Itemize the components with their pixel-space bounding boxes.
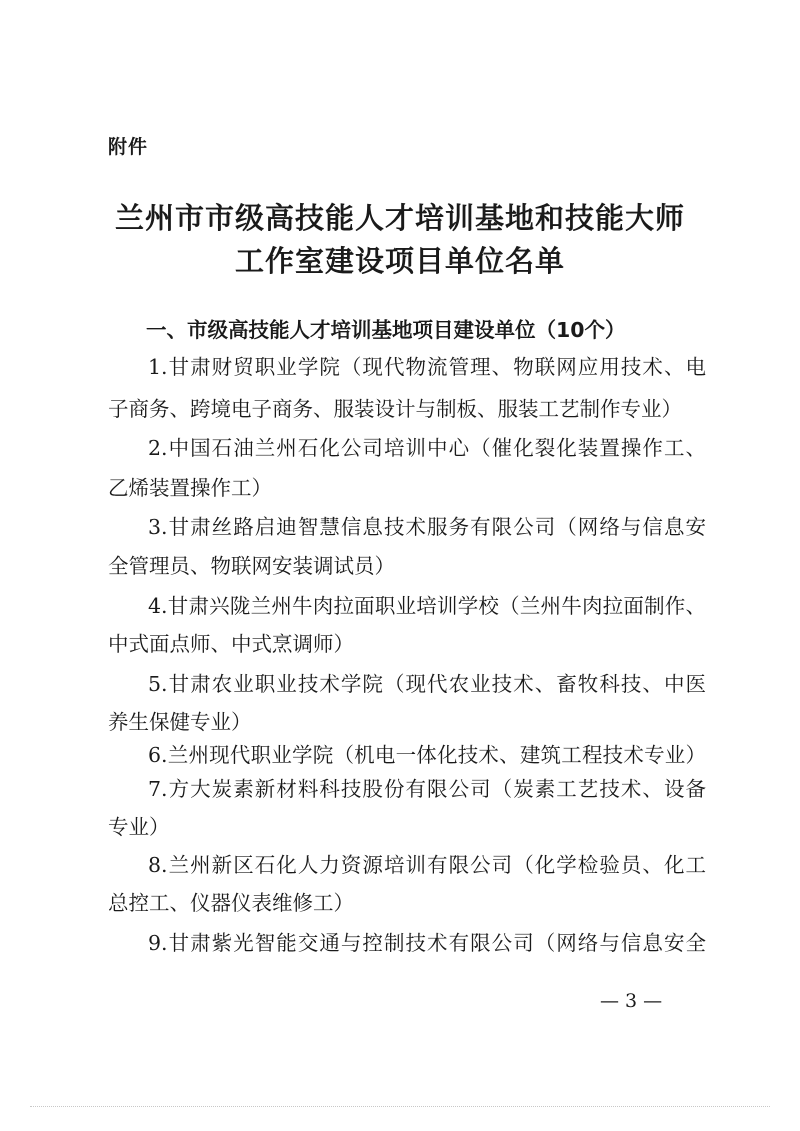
list-item-line: 4.甘肃兴陇兰州牛肉拉面职业培训学校（兰州牛肉拉面制作、 — [148, 594, 706, 618]
list-item-line: 乙烯装置操作工） — [108, 476, 272, 500]
list-item-line: 5.甘肃农业职业技术学院（现代农业技术、畜牧科技、中医 — [148, 672, 706, 696]
list-item-line: 3.甘肃丝路启迪智慧信息技术服务有限公司（网络与信息安 — [148, 515, 706, 539]
list-item-line: 6.兰州现代职业学院（机电一体化技术、建筑工程技术专业） — [148, 743, 706, 767]
list-item-line: 专业） — [108, 815, 170, 839]
list-item-line: 子商务、跨境电子商务、服装设计与制板、服装工艺制作专业） — [108, 397, 682, 421]
document-title-line-2: 工作室建设项目单位名单 — [234, 244, 565, 278]
section-heading: 一、市级高技能人才培训基地项目建设单位（10个） — [146, 318, 626, 342]
page-number: — 3 — — [600, 990, 663, 1012]
list-item-line: 全管理员、物联网安装调试员） — [108, 554, 395, 578]
document-title-line-1: 兰州市市级高技能人才培训基地和技能大师 — [114, 201, 685, 235]
list-item-line: 总控工、仪器仪表维修工） — [108, 891, 354, 915]
list-item-line: 中式面点师、中式烹调师） — [108, 632, 354, 656]
list-item-line: 8.兰州新区石化人力资源培训有限公司（化学检验员、化工 — [148, 853, 706, 877]
list-item-line: 9.甘肃紫光智能交通与控制技术有限公司（网络与信息安全 — [148, 931, 706, 955]
list-item-line: 养生保健专业） — [108, 710, 252, 734]
attachment-label: 附件 — [108, 136, 149, 158]
scan-edge-divider — [30, 1106, 770, 1107]
list-item-line: 2.中国石油兰州石化公司培训中心（催化裂化装置操作工、 — [148, 436, 706, 460]
list-item-line: 1.甘肃财贸职业学院（现代物流管理、物联网应用技术、电 — [148, 355, 706, 379]
list-item-line: 7.方大炭素新材料科技股份有限公司（炭素工艺技术、设备 — [148, 777, 706, 801]
